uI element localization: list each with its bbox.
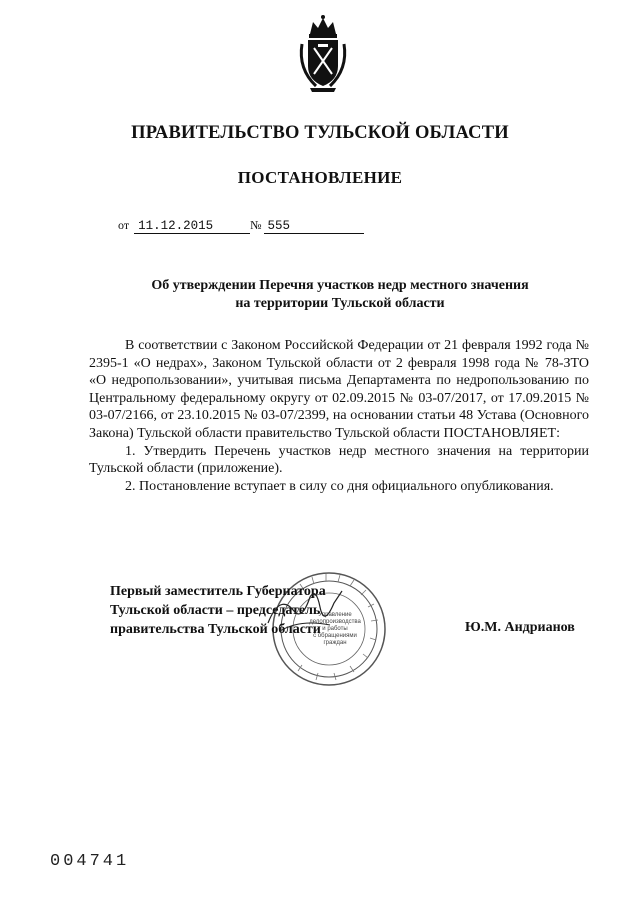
body-item-2: 2. Постановление вступает в силу со дня официального опубликования. [125,478,554,494]
document-body [89,337,589,495]
dateline [118,218,364,234]
tula-coat-of-arms-icon [296,14,350,94]
body-preamble: В соответствии с Законом Российской Федерации от 21 февраля 1992 года № 2395-1 «О недрах», Законом Тульской области от 2 февраля 1998 года № 78-ЗТО «О недропользовании», учитывая письма Департамента по недропользованию по Центральному федеральному округу от 02.09.2015 № 03-07/2017, от 17.09.2015 № 03-07/2166, от 23.10.2015 № 03-07/2399, на основании статьи 48 Устава (Основного Закона) Тульской области правительство Тульской области ПОСТАНОВЛЯЕТ: [89,338,589,441]
number-label: № [250,218,262,232]
date-label: от [118,218,130,232]
document-subject [80,277,600,313]
handwritten-signature [260,583,350,643]
body-item-1: 1. Утвердить Перечень участков недр местного значения на территории Тульской области (приложение). [89,443,589,477]
signatory-name: Ю.М. Андрианов [465,620,575,635]
document-number: 555 [264,219,364,234]
government-title: ПРАВИТЕЛЬСТВО ТУЛЬСКОЙ ОБЛАСТИ [131,123,509,143]
subject-line-2: на территории Тульской области [235,296,445,311]
subject-line-1: Об утверждении Перечня участков недр местного значения [151,278,529,293]
serial-number: 004741 [50,852,130,871]
document-date: 11.12.2015 [134,219,250,234]
signatory-position: Первый заместитель Губернатора Тульской области – председатель правительства Тульской области [110,584,326,637]
stamp-text: Управление делопроизводства и работы с обращениями граждан [309,612,361,646]
document-type: ПОСТАНОВЛЕНИЕ [237,168,403,187]
